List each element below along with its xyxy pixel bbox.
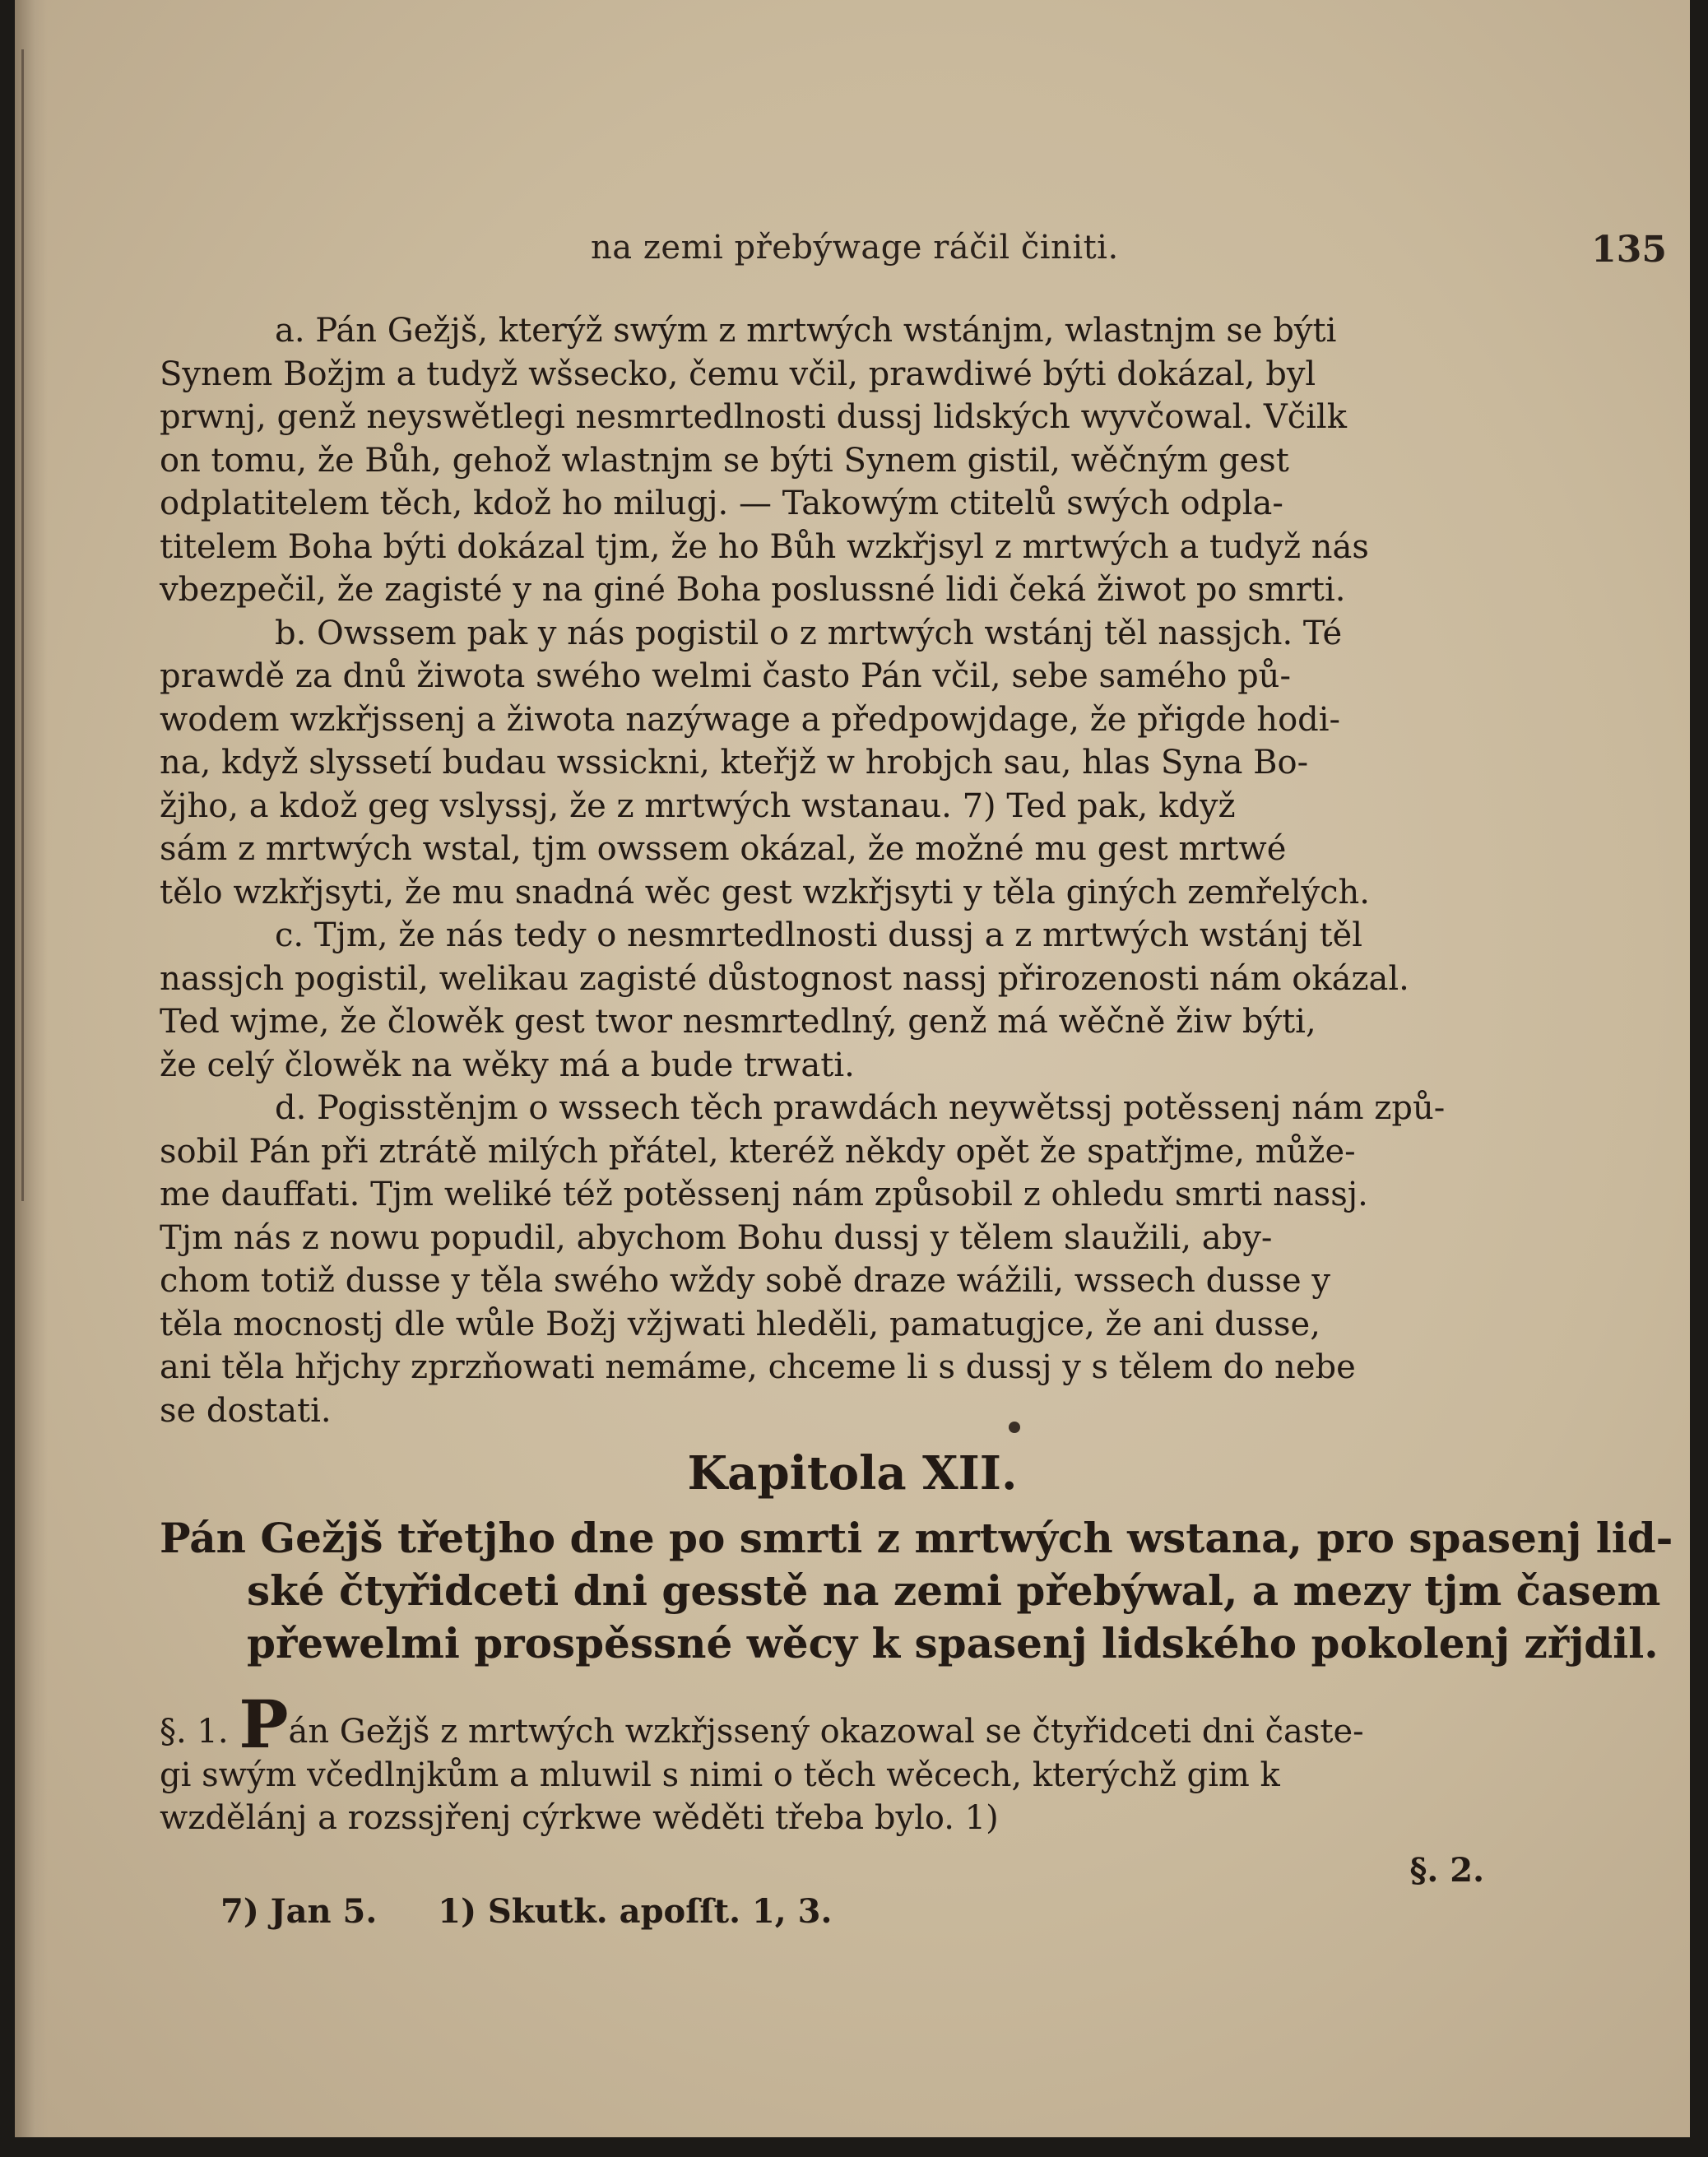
body-text	[160, 309, 1484, 1432]
text-line: Tjm nás z nowu popudil, abychom Bohu dussj y tělem slaužili, aby-	[160, 1218, 1273, 1257]
text-line: me dauffati. Tjm weliké též potěssenj nám způsobil z ohledu smrti nassj.	[160, 1176, 1368, 1213]
text-line: án Gežjš z mrtwých wzkřjssený okazowal se čtyřidceti dni časte-	[288, 1713, 1364, 1751]
text-line: b. Owssem pak y nás pogistil o z mrtwých wstánj těl nassjch. Té	[275, 614, 1343, 652]
section-label: §. 1.	[160, 1713, 229, 1751]
footnote: 1) Skutk. apoſſt. 1, 3.	[438, 1892, 833, 1931]
text-line: tělo wzkřjsyti, že mu snadná wěc gest wzkřjsyti y těla giných zemřelých.	[160, 873, 1370, 912]
section-first-line	[160, 1686, 1492, 1763]
text-line: sobil Pán při ztrátě milých přátel, kteréž někdy opět že spatřjme, může-	[160, 1132, 1356, 1171]
text-line: těla mocnostj dle wůle Božj vžjwati hleděli, pamatugjce, že ani dusse,	[160, 1305, 1320, 1343]
text-line: vbezpečil, že zagisté y na giné Boha poslussné lidi čeká žiwot po smrti.	[160, 571, 1346, 609]
text-line: ani těla hřjchy zprzňowati nemáme, chceme li s dussj y s tělem do nebe	[160, 1348, 1356, 1386]
text-line: chom totiž dusse y těla swého wždy sobě draze wážili, wssech dusse y	[160, 1262, 1331, 1300]
paragraph-b	[160, 612, 1484, 915]
text-line: prawdě za dnů žiwota swého welmi často Pán včil, sebe samého pů-	[160, 657, 1291, 695]
text-line: žjho, a kdož geg vslyssj, že z mrtwých wstanau. 7) Ted pak, když	[160, 786, 1236, 825]
text-line: c. Tjm, že nás tedy o nesmrtedlnosti dussj a z mrtwých wstánj těl	[275, 916, 1362, 954]
catchword: §. 2.	[1409, 1851, 1484, 1890]
footnote: 7) Jan 5.	[220, 1892, 378, 1931]
text-line: Ted wjme, že člowěk gest twor nesmrtedlný, genž má wěčně žiw býti,	[160, 1003, 1316, 1041]
text-line: a. Pán Gežjš, kterýž swým z mrtwých wstánjm, wlastnjm se býti	[275, 312, 1337, 350]
paragraph-c	[160, 914, 1484, 1087]
footnotes	[220, 1892, 881, 1931]
book-page	[15, 0, 1690, 2137]
text-line: titelem Boha býti dokázal tjm, že ho Bůh wzkřjsyl z mrtwých a tudyž nás	[160, 527, 1369, 566]
text-line: gi swým včedlnjkům a mluwil s nimi o těch wěcech, kterýchž gim k	[160, 1756, 1280, 1794]
text-line: wodem wzkřjssenj a žiwota nazýwage a předpowjdage, že přigde hodi-	[160, 700, 1341, 739]
paragraph-d	[160, 1087, 1484, 1432]
page-number: 135	[1591, 229, 1667, 271]
drop-cap: P	[239, 1686, 289, 1763]
text-line: Synem Božjm a tudyž wšsecko, čemu včil, prawdiwé býti dokázal, byl	[160, 355, 1316, 393]
text-line: nassjch pogistil, welikau zagisté důstognost nassj přirozenosti nám okázal.	[160, 959, 1409, 998]
summary-line: ské čtyřidceti dni gesstě na zemi přebýwal, a mezy tjm časem	[247, 1566, 1661, 1615]
text-line: se dostati.	[160, 1391, 332, 1430]
chapter-title: Kapitola XII.	[687, 1446, 1018, 1501]
text-line: on tomu, že Bůh, gehož wlastnjm se býti Synem gistil, wěčným gest	[160, 441, 1289, 480]
text-line: wzdělánj a rozssjřenj cýrkwe wěděti třeba bylo. 1)	[160, 1799, 999, 1837]
summary-line: Pán Gežjš třetjho dne po smrti z mrtwých wstana, pro spasenj lid-	[160, 1514, 1673, 1562]
ink-spot	[1009, 1422, 1020, 1433]
chapter-summary	[160, 1512, 1673, 1670]
text-line: odplatitelem těch, kdož ho milugj. — Takowým ctitelů swých odpla-	[160, 485, 1283, 522]
text-line: sám z mrtwých wstal, tjm owssem okázal, že možné mu gest mrtwé	[160, 830, 1287, 868]
paragraph-a	[160, 309, 1484, 612]
margin-rule	[21, 49, 24, 1201]
text-line: prwnj, genž neyswětlegi nesmrtedlnosti dussj lidských wyvčowal. Včilk	[160, 398, 1347, 436]
page-gutter-shadow	[15, 0, 48, 2137]
section-1	[160, 1686, 1492, 1840]
running-head: na zemi přebýwage ráčil činiti.	[591, 229, 1119, 267]
text-line: že celý člowěk na wěky má a bude trwati.	[160, 1046, 855, 1084]
text-line: na, když slyssetí budau wssickni, kteřjž w hrobjch sau, hlas Syna Bo-	[160, 744, 1309, 782]
summary-line: přewelmi prospěssné wěcy k spasenj lidského pokolenj zřjdil.	[247, 1619, 1659, 1668]
text-line: d. Pogisstěnjm o wssech těch prawdách neywětssj potěssenj nám způ-	[275, 1089, 1446, 1127]
